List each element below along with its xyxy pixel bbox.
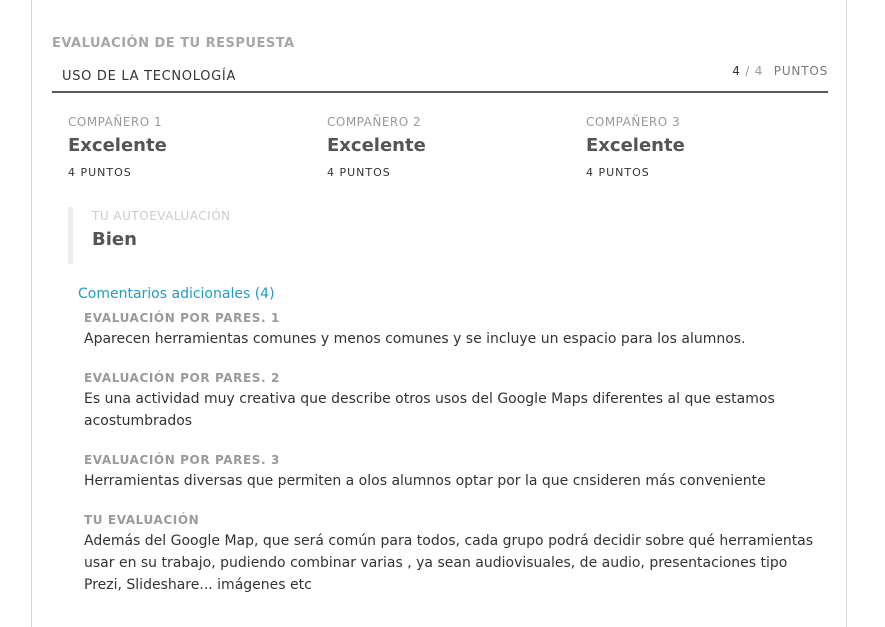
additional-comments-toggle[interactable]: Comentarios adicionales (4) xyxy=(78,286,275,302)
criterion-score xyxy=(732,64,828,78)
comment-label: EVALUACIÓN POR PARES. 1 xyxy=(84,311,280,325)
self-assessment-rating: Bien xyxy=(92,229,137,250)
points-unit: PUNTOS xyxy=(773,64,828,78)
comment-label: EVALUACIÓN POR PARES. 2 xyxy=(84,371,280,385)
peer-label: COMPAÑERO 3 xyxy=(586,115,681,129)
score-separator: / xyxy=(745,64,751,78)
comment-peer-1 xyxy=(84,311,824,350)
earned-points: 4 xyxy=(732,64,741,78)
criterion-name: USO DE LA TECNOLOGÍA xyxy=(62,69,237,84)
comment-peer-3 xyxy=(84,453,824,492)
comment-self xyxy=(84,513,824,596)
comment-text: Es una actividad muy creativa que describe otros usos del Google Maps diferentes al que estamos acostumbrados xyxy=(84,391,775,429)
comment-label: TU EVALUACIÓN xyxy=(84,513,200,527)
peer-assessment-2 xyxy=(327,115,567,179)
peer-assessment-3 xyxy=(586,115,826,179)
possible-points: 4 xyxy=(754,64,764,78)
self-assessment xyxy=(68,207,368,264)
comment-text: Herramientas diversas que permiten a olos alumnos optar por la que cnsideren más conveniente xyxy=(84,473,766,489)
peer-points: 4 PUNTOS xyxy=(586,166,650,179)
comment-peer-2 xyxy=(84,371,824,432)
comment-text: Aparecen herramientas comunes y menos comunes y se incluye un espacio para los alumnos. xyxy=(84,331,746,347)
assessment-panel xyxy=(31,0,847,627)
peer-points: 4 PUNTOS xyxy=(68,166,132,179)
comment-label: EVALUACIÓN POR PARES. 3 xyxy=(84,453,280,467)
peer-rating: Excelente xyxy=(68,135,167,156)
comment-text: Además del Google Map, que será común para todos, cada grupo podrá decidir sobre qué herramientas usar en su trabajo, pudiendo combinar varias , ya sean audiovisuales, de audio, presentaciones tipo Prezi, Slideshare... imágenes etc xyxy=(84,533,814,593)
self-assessment-label: TU AUTOEVALUACIÓN xyxy=(92,209,231,223)
peer-rating: Excelente xyxy=(586,135,685,156)
peer-label: COMPAÑERO 1 xyxy=(68,115,163,129)
peer-rating: Excelente xyxy=(327,135,426,156)
criterion-header xyxy=(52,60,828,93)
peer-assessment-1 xyxy=(68,115,308,179)
section-heading: EVALUACIÓN DE TU RESPUESTA xyxy=(52,36,295,51)
peer-points: 4 PUNTOS xyxy=(327,166,391,179)
peer-label: COMPAÑERO 2 xyxy=(327,115,422,129)
